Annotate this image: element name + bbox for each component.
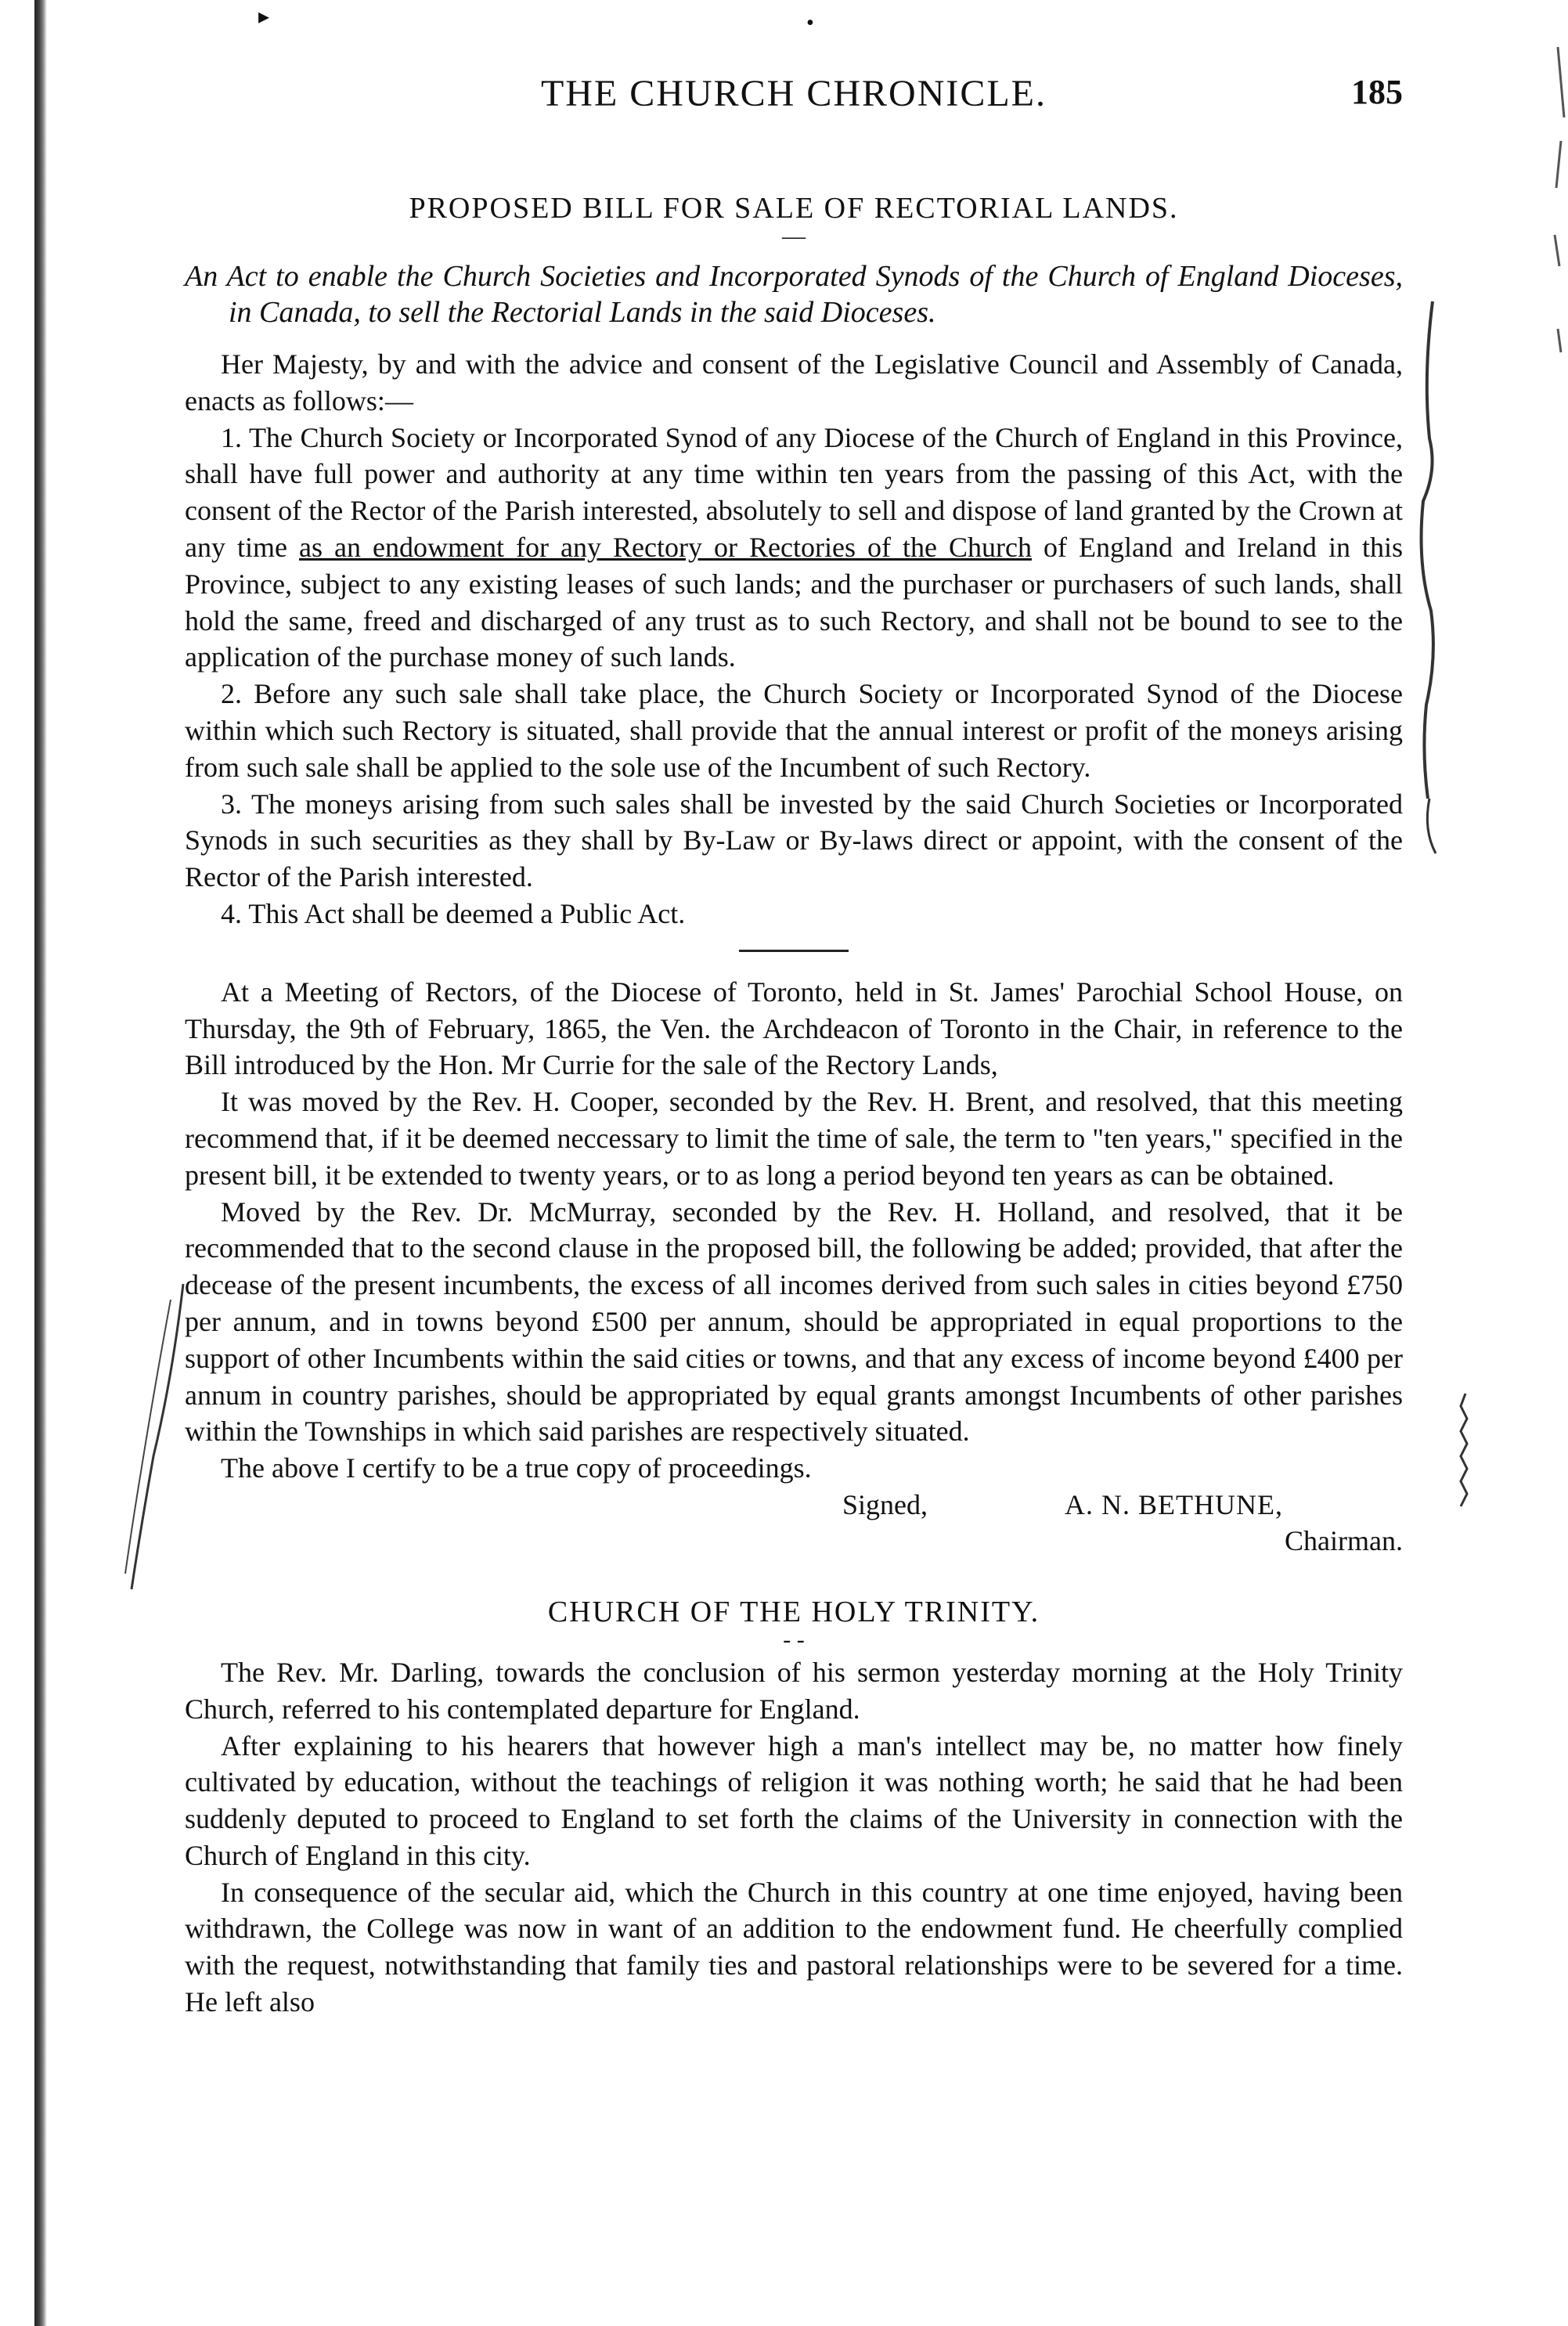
enacting-clause: Her Majesty, by and with the advice and consent of the Legislative Council and Assembly of Canada, enacts as follows:— — [185, 348, 1403, 417]
certification: The above I certify to be a true copy of proceedings. — [221, 1452, 812, 1484]
article-rectorial-lands — [185, 191, 1403, 2021]
holy-trinity-paragraph-1: The Rev. Mr. Darling, towards the conclusion of his sermon yesterday morning at the Holy Trinity Church, referred to his contemplated departure for England. — [185, 1656, 1403, 1725]
holy-trinity-paragraph-2: After explaining to his hearers that however high a man's intellect may be, no matter how finely cultivated by education, without the teachings of religion it was nothing worth; he said that he had been suddenly deputed to proceed to England to set forth the claims of the University in connection with the Church of England in this city. — [185, 1729, 1403, 1871]
section-3: 3. The moneys arising from such sales shall be invested by the said Church Societies or Incorporated Synods in such securities as they shall by By-Law or By-laws direct or appoint, with the consent of the Rector of the Parish interested. — [185, 788, 1403, 893]
section-1-text-a: 1. The Church Society or Incorporated Synod of any Diocese of the Church of England in this Province, shall have full power and authority at any time within ten years from the passing of this Act, with the consent of the Rector of the Parish interested, absolutely to sell and dispose of land granted by the Crown at any time — [185, 421, 1403, 563]
ink-speck: • — [806, 11, 814, 35]
margin-squiggle-right — [1461, 1394, 1467, 1506]
article-heading: PROPOSED BILL FOR SALE OF RECTORIAL LANDS. — [409, 192, 1179, 225]
signatory-name: A. N. BETHUNE, — [1065, 1488, 1283, 1520]
signature-block — [185, 1487, 1403, 1560]
signed-label: Signed, — [842, 1488, 928, 1520]
section-4: 4. This Act shall be deemed a Public Act. — [221, 897, 686, 929]
article-heading: CHURCH OF THE HOLY TRINITY. — [547, 1595, 1040, 1628]
section-divider — [739, 950, 849, 952]
motion-cooper: It was moved by the Rev. H. Cooper, seconded by the Rev. H. Brent, and resolved, that this meeting recommend that, if it be deemed neccessary to limit the time of sale, the term to "ten years," specified in the present bill, it be extended to twenty years, or to as long a period beyond ten years as can be obtained. — [185, 1086, 1403, 1191]
signatory-title: Chairman. — [1285, 1524, 1403, 1556]
publication-title: THE CHURCH CHRONICLE. — [540, 73, 1047, 114]
margin-bracket-right — [1422, 301, 1433, 799]
section-2: 2. Before any such sale shall take place, the Church Society or Incorporated Synod of the Diocese within which such Rectory is situated, shall provide that the annual interest or profit of the moneys arising from such sale shall be applied to the sole use of the Incumbent of such Rectory. — [185, 678, 1403, 783]
act-title: An Act to enable the Church Societies and Incorporated Synods of the Church of England Dioceses, in Canada, to sell the Rectorial Lands in the said Dioceses. — [185, 260, 1403, 329]
page-number: 185 — [1351, 73, 1403, 111]
section-1-underlined-text: as an endowment for any Rectory or Rectories of the Church — [299, 531, 1032, 563]
margin-stroke-left-2 — [125, 1300, 171, 1574]
section-1 — [185, 420, 1403, 676]
page-binding-edge — [34, 0, 47, 2326]
meeting-intro: At a Meeting of Rectors, of the Diocese of Toronto, held in St. James' Parochial School House, on Thursday, the 9th of February, 1865, the Ven. the Archdeacon of Toronto in the Chair, in reference to the Bill introduced by the Hon. Mr Currie for the sale of the Rectory Lands, — [185, 975, 1403, 1081]
ink-speck: ▸ — [258, 5, 270, 29]
heading-dash: - - — [783, 1626, 805, 1653]
edge-scratches — [1555, 47, 1564, 352]
holy-trinity-paragraph-3: In consequence of the secular aid, which the Church in this country at one time enjoyed, having been withdrawn, the College was now in want of an addition to the endowment fund. He cheerfully complied with the request, notwithstanding that family ties and pastoral relationships were to be severed for a time. He left also — [185, 1876, 1403, 2018]
motion-mcmurray: Moved by the Rev. Dr. McMurray, seconded by the Rev. H. Holland, and resolved, that it be recommended that to the second clause in the proposed bill, the following be added; provided, that after the decease of the present incumbents, the excess of all incomes derived from such sales in cities beyond £750 per annum, and in towns beyond £500 per annum, should be appropriated in equal proportions to the support of other Incumbents within the said cities or towns, and that any excess of income beyond £400 per annum in country parishes, should be appropriated by equal grants amongst Incumbents of other parishes within the Townships in which said parishes are respectively situated. — [185, 1195, 1403, 1448]
section-1-text-b: of England and Ireland in this Province, subject to any existing leases of such lands; and the purchaser or purchasers of such lands, shall hold the same, freed and discharged of any trust as to such Rectory, and shall not be bound to see to the application of the purchase money of such lands. — [185, 531, 1403, 673]
running-head — [185, 72, 1403, 119]
margin-stroke-left — [132, 1284, 183, 1589]
heading-dash: — — [782, 223, 806, 249]
margin-bracket-right-2 — [1427, 799, 1436, 853]
